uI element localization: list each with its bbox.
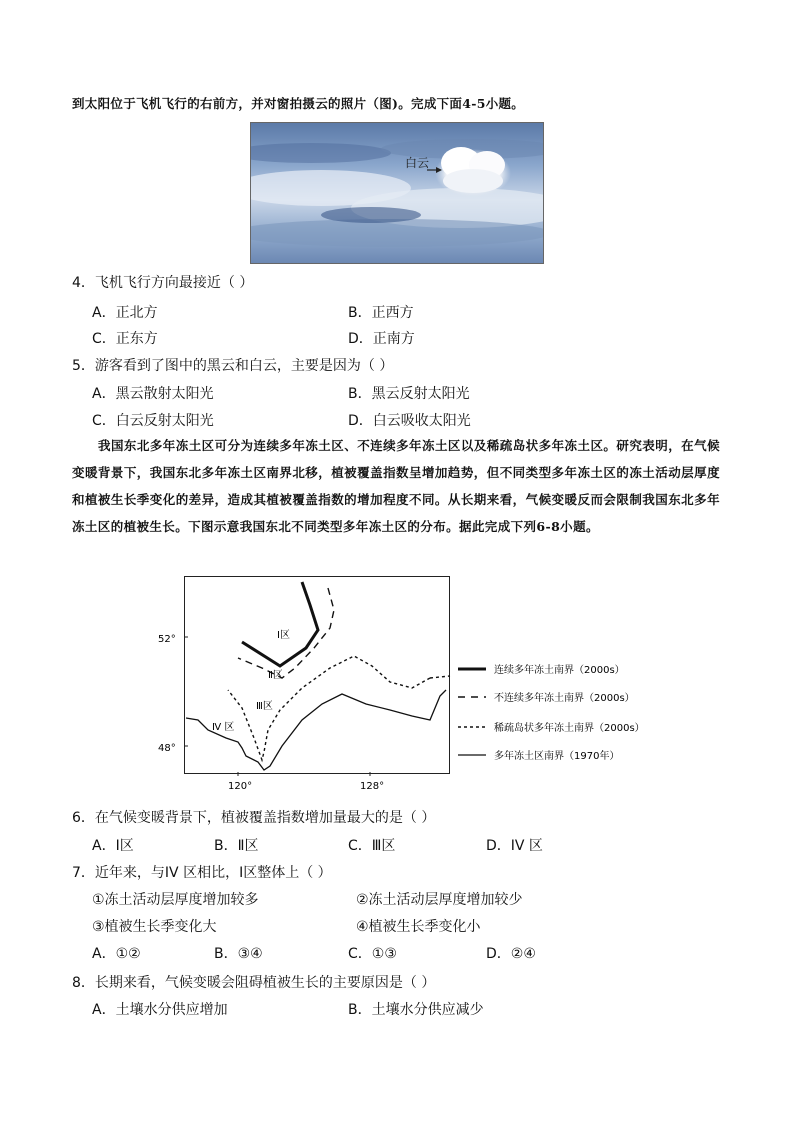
q5-option-d[interactable]: D．白云吸收太阳光 (348, 413, 471, 429)
q4-stem: 4．飞机飞行方向最接近（ ） (72, 275, 254, 291)
cloud-photo (250, 122, 544, 264)
permafrost-map-svg (150, 570, 650, 795)
q4-option-b[interactable]: B．正西方 (348, 305, 414, 321)
intro-text: 到太阳位于飞机飞行的右前方，并对窗拍摄云的照片（图)。完成下面4-5小题。 (72, 96, 525, 111)
q8-option-b[interactable]: B．土壤水分供应减少 (348, 1002, 484, 1018)
q5-option-b[interactable]: B．黑云反射太阳光 (348, 386, 470, 402)
passage-text: 我国东北多年冻土区可分为连续多年冻土区、不连续多年冻土区以及稀疏岛状多年冻土区。研究表明，在气候变暖背景下，我国东北多年冻土区南界北移，植被覆盖指数呈增加趋势，但不同类型多年冻土区的冻土活动层厚度和植被生长季变化的差异，造成其植被覆盖指数的增加程度不同。从长期来看，气候变暖反而会限制我国东北多年冻土区的植被生长。下图示意我国东北不同类型多年冻土区的分布。据此完成下列6-8小题。 (72, 438, 720, 534)
lon-128-label: 128° (360, 781, 385, 792)
q7-option-a[interactable]: A．①② (92, 946, 141, 962)
q7-option-c[interactable]: C．①③ (348, 946, 397, 962)
q7-item-2: ②冻土活动层厚度增加较少 (356, 892, 523, 908)
q5-stem: 5．游客看到了图中的黑云和白云，主要是因为（ ） (72, 358, 394, 374)
lat-52-label: 52° (158, 634, 176, 645)
zone-2-label: Ⅱ区 (268, 670, 283, 681)
q4-option-d[interactable]: D．正南方 (348, 331, 415, 347)
q7-item-1: ①冻土活动层厚度增加较多 (92, 892, 259, 908)
q6-option-d[interactable]: D．IV 区 (486, 838, 543, 854)
continuous-permafrost-boundary (242, 582, 318, 666)
q6-stem: 6．在气候变暖背景下，植被覆盖指数增加量最大的是（ ） (72, 810, 436, 826)
zone-3-label: Ⅲ区 (256, 701, 273, 712)
q7-option-b[interactable]: B．③④ (214, 946, 263, 962)
cloud-photo-art (251, 123, 543, 263)
lat-48-label: 48° (158, 743, 176, 754)
q7-item-3: ③植被生长季变化大 (92, 919, 217, 935)
zone-1-label: Ⅰ区 (277, 630, 290, 641)
q4-option-a[interactable]: A．正北方 (92, 305, 158, 321)
q7-option-d[interactable]: D．②④ (486, 946, 536, 962)
legend-sparse: 稀疏岛状多年冻土南界（2000s） (494, 723, 645, 734)
q7-stem: 7．近年来，与IV 区相比，I区整体上（ ） (72, 865, 332, 881)
q6-option-b[interactable]: B．Ⅱ区 (214, 838, 259, 854)
q8-option-a[interactable]: A．土壤水分供应增加 (92, 1002, 228, 1018)
legend-continuous: 连续多年冻土南界（2000s） (494, 665, 625, 676)
legend-discontinuous: 不连续多年冻土南界（2000s） (494, 693, 635, 704)
q7-item-4: ④植被生长季变化小 (356, 919, 481, 935)
q5-option-a[interactable]: A．黑云散射太阳光 (92, 386, 214, 402)
q4-option-c[interactable]: C．正东方 (92, 331, 158, 347)
q5-option-c[interactable]: C．白云反射太阳光 (92, 413, 214, 429)
zone-4-label: Ⅳ 区 (212, 722, 235, 733)
q6-option-c[interactable]: C．Ⅲ区 (348, 838, 396, 854)
lon-120-label: 120° (228, 781, 253, 792)
q8-stem: 8．长期来看，气候变暖会阻碍植被生长的主要原因是（ ） (72, 975, 436, 991)
q6-option-a[interactable]: A．I区 (92, 838, 134, 854)
legend-1970: 多年冻土区南界（1970年） (494, 751, 620, 762)
cloud-label: 白云 (405, 156, 430, 170)
